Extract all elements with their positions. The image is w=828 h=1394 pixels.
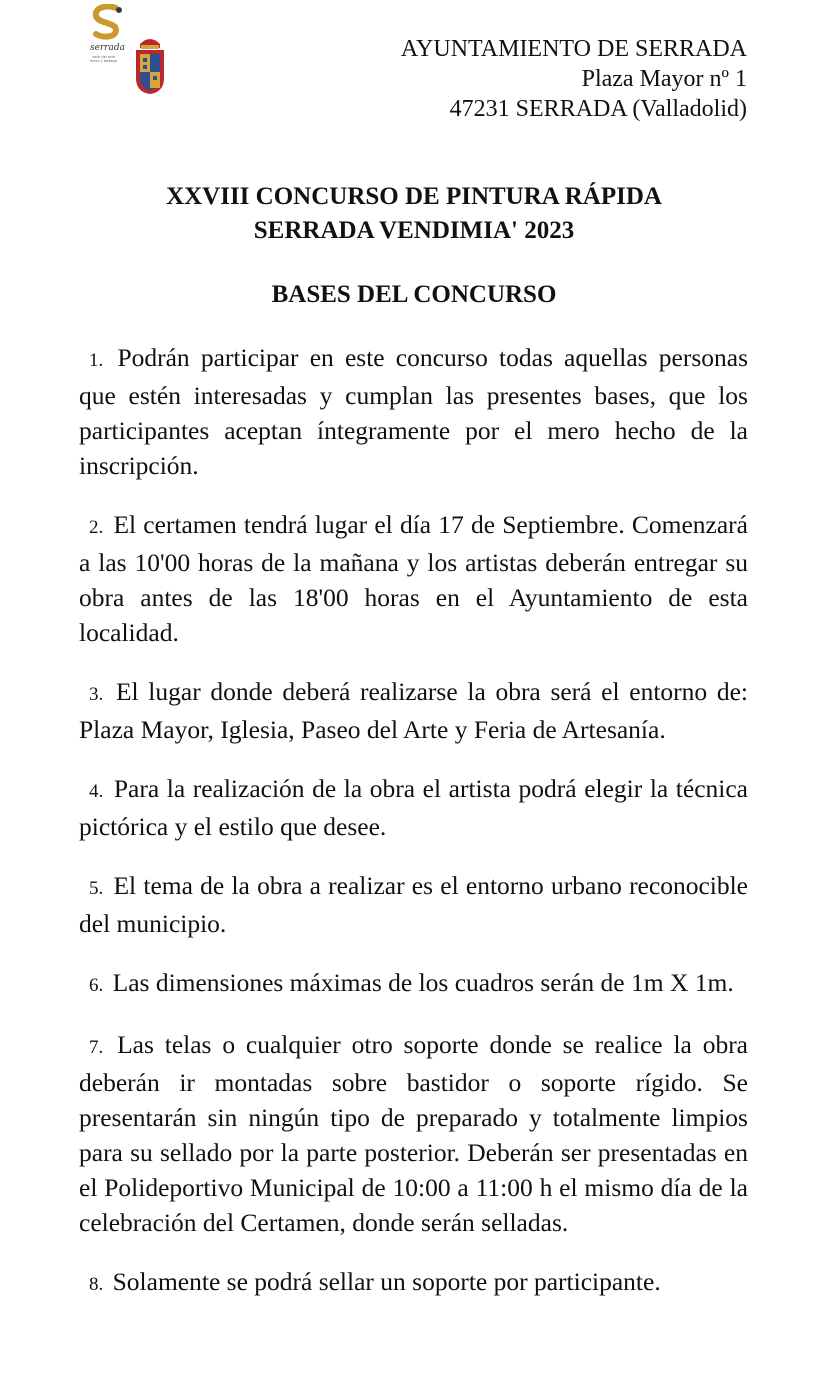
rule-text: Las telas o cualquier otro soporte donde se realice la obra deberán ir montadas sobre bastidor o soporte rígido. Se presentarán sin ningún tipo de preparado y totalmente limpios para su sellado por la parte posterior. Deberán ser presentadas en el Polideportivo Municipal de 10:00 a 11:00 h el mismo día de la celebración del Certamen, donde serán selladas. <box>79 1030 749 1237</box>
address-line-3: 47231 SERRADA (Valladolid) <box>449 96 747 122</box>
rule-item <box>79 771 748 844</box>
rule-number: 4. <box>89 781 104 802</box>
rule-text: Solamente se podrá sellar un soporte por participante. <box>112 1267 661 1296</box>
rules-list <box>79 340 748 1326</box>
rule-item <box>79 868 748 941</box>
title-line-1: XXVIII CONCURSO DE PINTURA RÁPIDA <box>166 183 662 210</box>
svg-text:serrada: serrada <box>90 43 126 53</box>
serrada-logo <box>86 4 130 64</box>
rule-number: 3. <box>89 684 104 705</box>
logos <box>86 4 170 96</box>
rule-number: 7. <box>89 1037 104 1058</box>
title-line-2: SERRADA VENDIMIA' 2023 <box>253 217 575 244</box>
rule-number: 5. <box>89 878 104 899</box>
rule-text: El certamen tendrá lugar el día 17 de Septiembre. Comenzará a las 10'00 horas de la mañana y los artistas deberán entregar su obra antes de las 18'00 horas en el Ayuntamiento de esta localidad. <box>79 510 748 647</box>
rule-item <box>79 965 748 1003</box>
rule-text: El tema de la obra a realizar es el entorno urbano reconocible del municipio. <box>79 871 748 938</box>
rule-item <box>79 674 748 747</box>
rule-item <box>79 507 748 650</box>
rule-number: 2. <box>89 517 104 538</box>
rule-number: 1. <box>89 350 104 371</box>
rule-item <box>79 1027 748 1240</box>
rule-number: 6. <box>89 975 104 996</box>
rule-text: Podrán participar en este concurso todas aquellas personas que estén interesadas y cumplan las presentes bases, que los participantes aceptan íntegramente por el mero hecho de la inscripción. <box>79 343 749 480</box>
bases-heading: BASES DEL CONCURSO <box>271 281 557 308</box>
rule-number: 8. <box>89 1274 104 1295</box>
address-line-2: Plaza Mayor nº 1 <box>581 66 747 92</box>
rule-text: El lugar donde deberá realizarse la obra será el entorno de: Plaza Mayor, Iglesia, Paseo del Arte y Feria de Artesanía. <box>79 677 748 744</box>
rule-text: Para la realización de la obra el artista podrá elegir la técnica pictórica y el estilo que desee. <box>79 774 749 841</box>
rule-text: Las dimensiones máximas de los cuadros serán de 1m X 1m. <box>112 968 734 997</box>
svg-text:valle del arte,: valle del arte, <box>92 55 117 59</box>
svg-text:tierra y bodega: tierra y bodega <box>90 59 117 63</box>
address-line-1: AYUNTAMIENTO DE SERRADA <box>400 36 747 62</box>
rule-item <box>79 1264 748 1302</box>
town-hall-address <box>401 34 747 124</box>
contest-title <box>0 180 828 248</box>
coat-of-arms-icon <box>132 34 168 96</box>
rule-item <box>79 340 748 483</box>
